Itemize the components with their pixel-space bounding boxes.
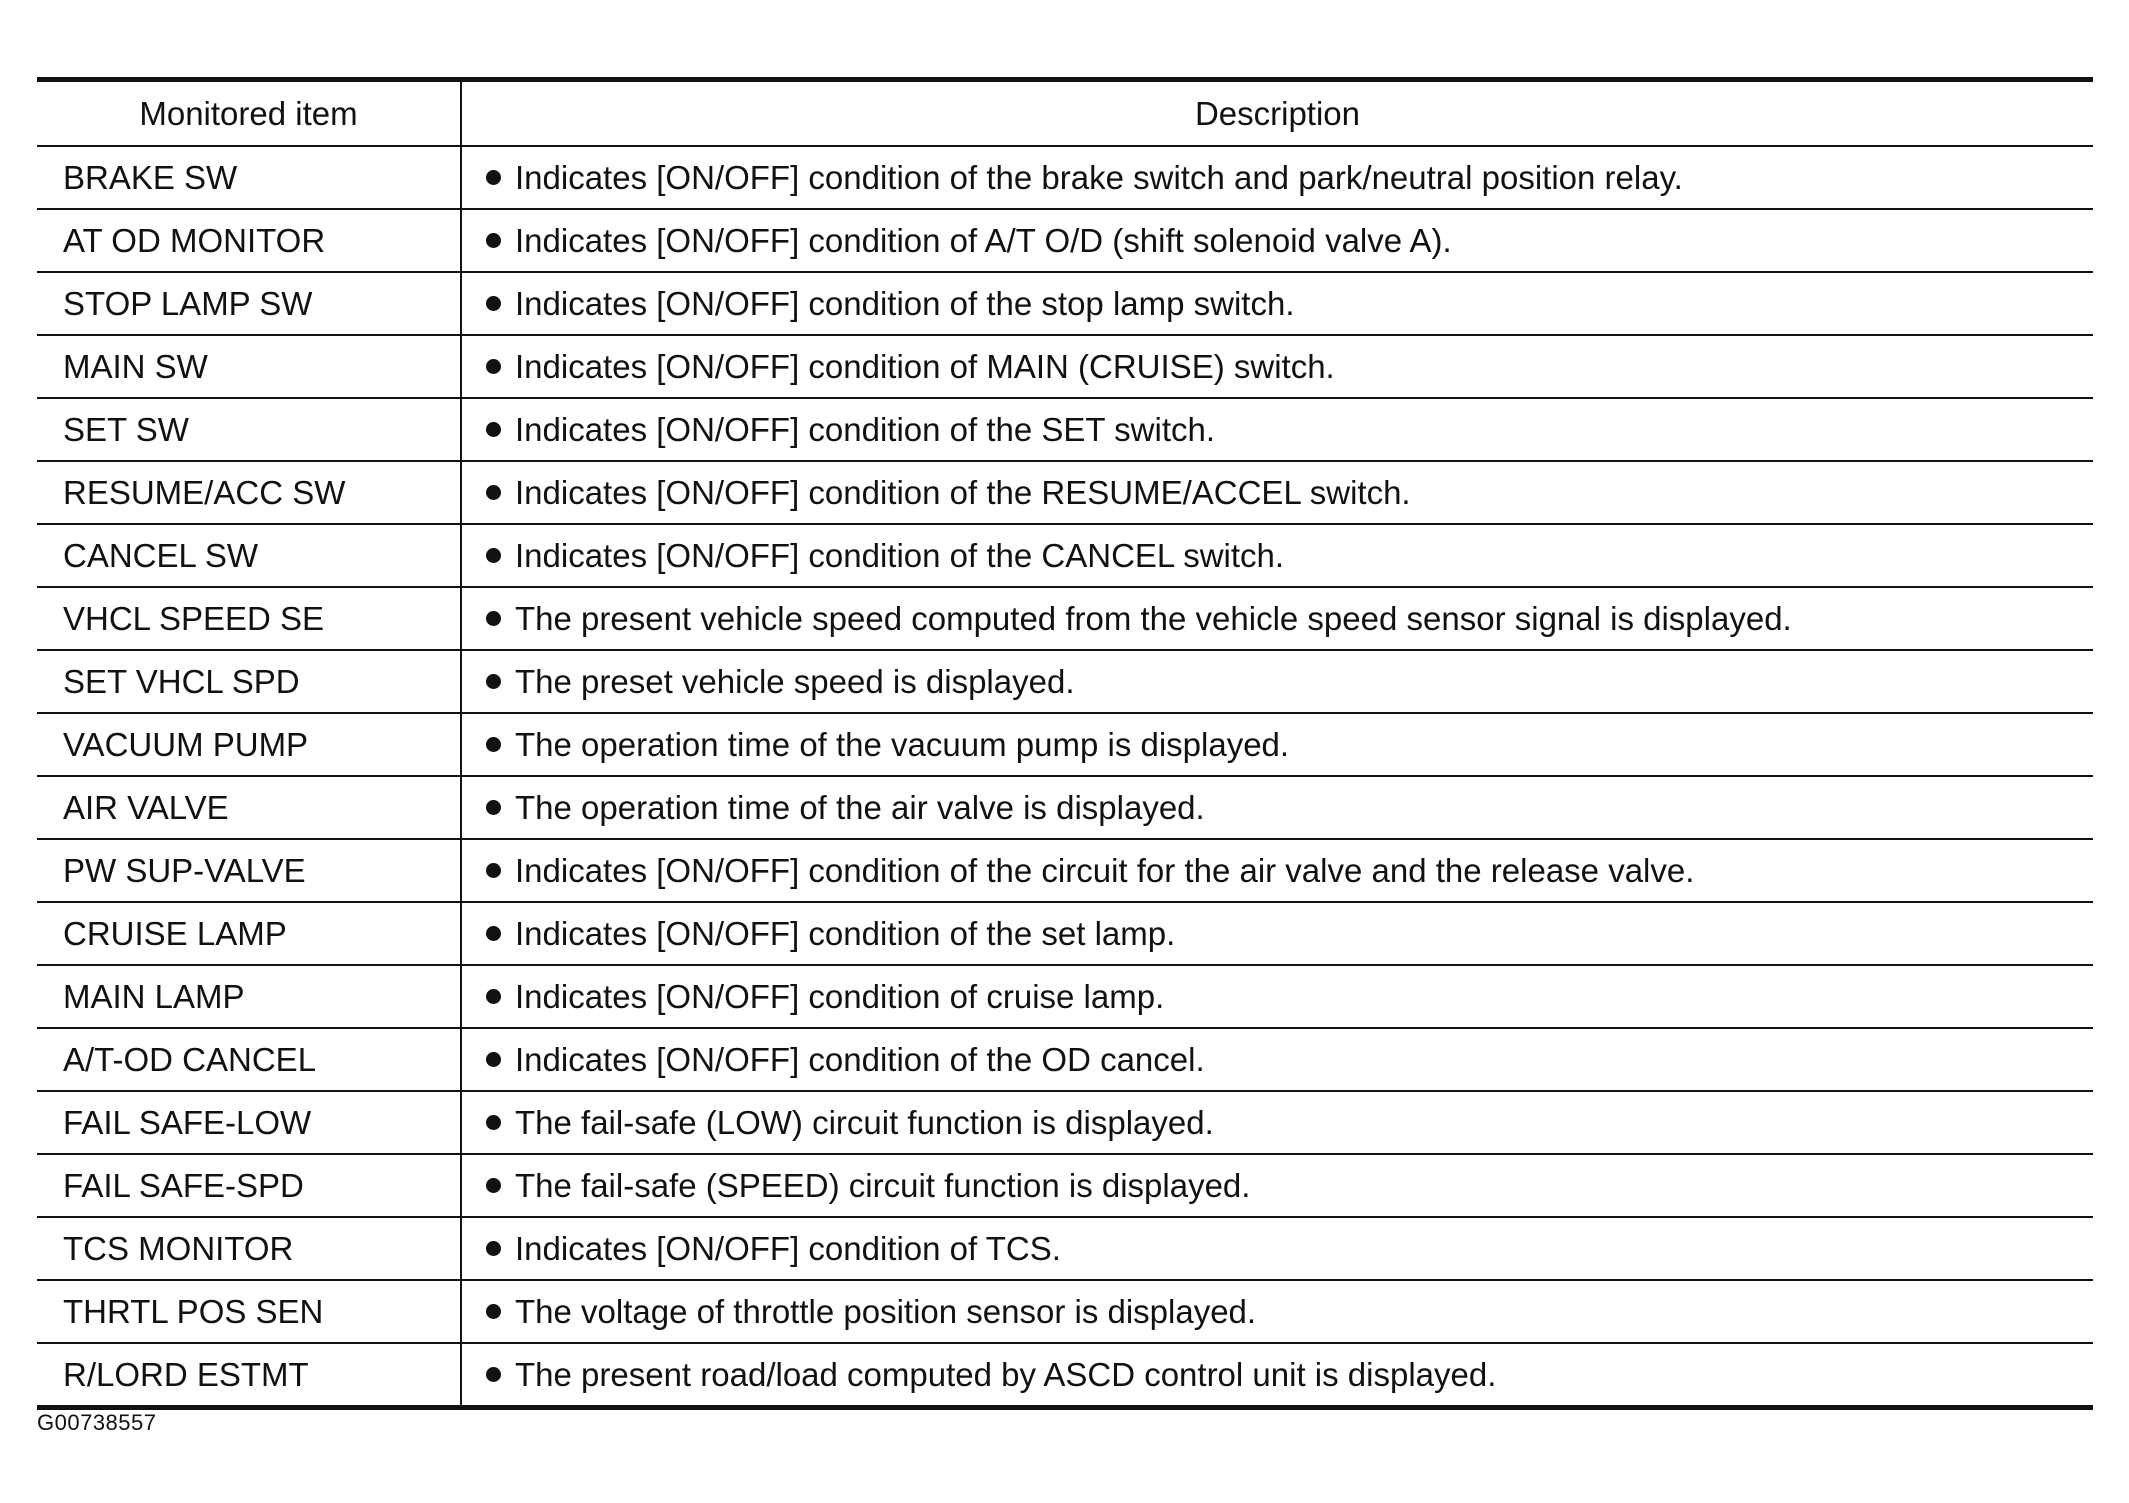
monitored-item-cell: THRTL POS SEN (37, 1280, 461, 1343)
bullet-icon (486, 611, 501, 626)
monitored-item-cell: CANCEL SW (37, 524, 461, 587)
table-header (37, 80, 2093, 147)
description-text: The fail-safe (SPEED) circuit function is displayed. (515, 1166, 1251, 1204)
description-cell (461, 1028, 2093, 1091)
description-text: Indicates [ON/OFF] condition of the RESUME/ACCEL switch. (515, 473, 1411, 511)
bullet-icon (486, 1304, 501, 1319)
bullet-icon (486, 233, 501, 248)
description-text: The operation time of the air valve is displayed. (515, 788, 1205, 826)
description-text: The present vehicle speed computed from the vehicle speed sensor signal is displayed. (515, 599, 1792, 637)
description-cell (461, 1091, 2093, 1154)
description-cell (461, 1280, 2093, 1343)
bullet-icon (486, 674, 501, 689)
header-monitored-item: Monitored item (37, 80, 461, 147)
description-cell (461, 902, 2093, 965)
monitored-item-cell: FAIL SAFE-SPD (37, 1154, 461, 1217)
description-text: Indicates [ON/OFF] condition of the set lamp. (515, 914, 1176, 952)
description-text: Indicates [ON/OFF] condition of the stop lamp switch. (515, 284, 1295, 322)
table-row (37, 1154, 2093, 1217)
description-cell (461, 587, 2093, 650)
table-row (37, 902, 2093, 965)
bullet-icon (486, 1115, 501, 1130)
description-text: Indicates [ON/OFF] condition of cruise lamp. (515, 977, 1165, 1015)
table-row (37, 1091, 2093, 1154)
bullet-icon (486, 926, 501, 941)
table-row (37, 713, 2093, 776)
table-row (37, 776, 2093, 839)
monitored-item-cell: SET SW (37, 398, 461, 461)
bullet-icon (486, 863, 501, 878)
monitored-item-cell: PW SUP-VALVE (37, 839, 461, 902)
bullet-icon (486, 737, 501, 752)
description-cell (461, 839, 2093, 902)
description-cell (461, 461, 2093, 524)
table-row (37, 1028, 2093, 1091)
description-text: Indicates [ON/OFF] condition of TCS. (515, 1229, 1061, 1267)
table-row (37, 839, 2093, 902)
description-cell (461, 1343, 2093, 1408)
table-row (37, 524, 2093, 587)
monitored-item-cell: R/LORD ESTMT (37, 1343, 461, 1408)
monitored-item-cell: STOP LAMP SW (37, 272, 461, 335)
monitored-item-cell: RESUME/ACC SW (37, 461, 461, 524)
bullet-icon (486, 1367, 501, 1382)
description-text: Indicates [ON/OFF] condition of the OD cancel. (515, 1040, 1205, 1078)
description-text: Indicates [ON/OFF] condition of the CANCEL switch. (515, 536, 1285, 574)
monitored-item-cell: MAIN LAMP (37, 965, 461, 1028)
bullet-icon (486, 989, 501, 1004)
bullet-icon (486, 422, 501, 437)
description-cell (461, 146, 2093, 209)
table-row (37, 209, 2093, 272)
table-row (37, 1280, 2093, 1343)
monitored-item-cell: VACUUM PUMP (37, 713, 461, 776)
table-row (37, 398, 2093, 461)
description-cell (461, 713, 2093, 776)
table-row (37, 587, 2093, 650)
monitored-item-cell: AIR VALVE (37, 776, 461, 839)
bullet-icon (486, 1241, 501, 1256)
monitored-item-cell: SET VHCL SPD (37, 650, 461, 713)
description-cell (461, 335, 2093, 398)
bullet-icon (486, 485, 501, 500)
description-cell (461, 776, 2093, 839)
description-text: Indicates [ON/OFF] condition of the circuit for the air valve and the release valve. (515, 851, 1695, 889)
bullet-icon (486, 170, 501, 185)
header-description: Description (1194, 94, 1361, 132)
bullet-icon (486, 800, 501, 815)
description-cell (461, 272, 2093, 335)
bullet-icon (486, 1178, 501, 1193)
description-cell (461, 965, 2093, 1028)
description-text: The operation time of the vacuum pump is displayed. (515, 725, 1290, 763)
table-row (37, 146, 2093, 209)
monitored-item-cell: CRUISE LAMP (37, 902, 461, 965)
monitored-item-cell: A/T-OD CANCEL (37, 1028, 461, 1091)
description-text: The present road/load computed by ASCD control unit is displayed. (515, 1355, 1497, 1393)
description-text: Indicates [ON/OFF] condition of the SET switch. (515, 410, 1216, 448)
table-row (37, 461, 2093, 524)
bullet-icon (486, 548, 501, 563)
description-cell (461, 209, 2093, 272)
table-row (37, 1343, 2093, 1408)
monitored-item-cell: VHCL SPEED SE (37, 587, 461, 650)
table-body (37, 146, 2093, 1408)
description-cell (461, 650, 2093, 713)
description-cell (461, 398, 2093, 461)
bullet-icon (486, 359, 501, 374)
monitor-table-container (37, 77, 2093, 1410)
description-cell (461, 1154, 2093, 1217)
figure-id: G00738557 (37, 1410, 157, 1435)
description-text: Indicates [ON/OFF] condition of the brake switch and park/neutral position relay. (515, 158, 1683, 196)
table-row (37, 1217, 2093, 1280)
bullet-icon (486, 1052, 501, 1067)
description-text: The preset vehicle speed is displayed. (515, 662, 1075, 700)
bullet-icon (486, 296, 501, 311)
monitored-item-cell: TCS MONITOR (37, 1217, 461, 1280)
table-row (37, 335, 2093, 398)
description-text: Indicates [ON/OFF] condition of MAIN (CRUISE) switch. (515, 347, 1335, 385)
monitored-item-cell: FAIL SAFE-LOW (37, 1091, 461, 1154)
description-text: Indicates [ON/OFF] condition of A/T O/D (shift solenoid valve A). (515, 221, 1452, 259)
header-row (37, 80, 2093, 147)
description-cell (461, 1217, 2093, 1280)
monitored-item-cell: MAIN SW (37, 335, 461, 398)
table-row (37, 650, 2093, 713)
monitored-item-cell: AT OD MONITOR (37, 209, 461, 272)
table-row (37, 965, 2093, 1028)
table-row (37, 272, 2093, 335)
monitored-items-table (37, 77, 2093, 1410)
description-text: The voltage of throttle position sensor is displayed. (515, 1292, 1257, 1330)
monitored-item-cell: BRAKE SW (37, 146, 461, 209)
description-cell (461, 524, 2093, 587)
description-text: The fail-safe (LOW) circuit function is displayed. (515, 1103, 1214, 1141)
